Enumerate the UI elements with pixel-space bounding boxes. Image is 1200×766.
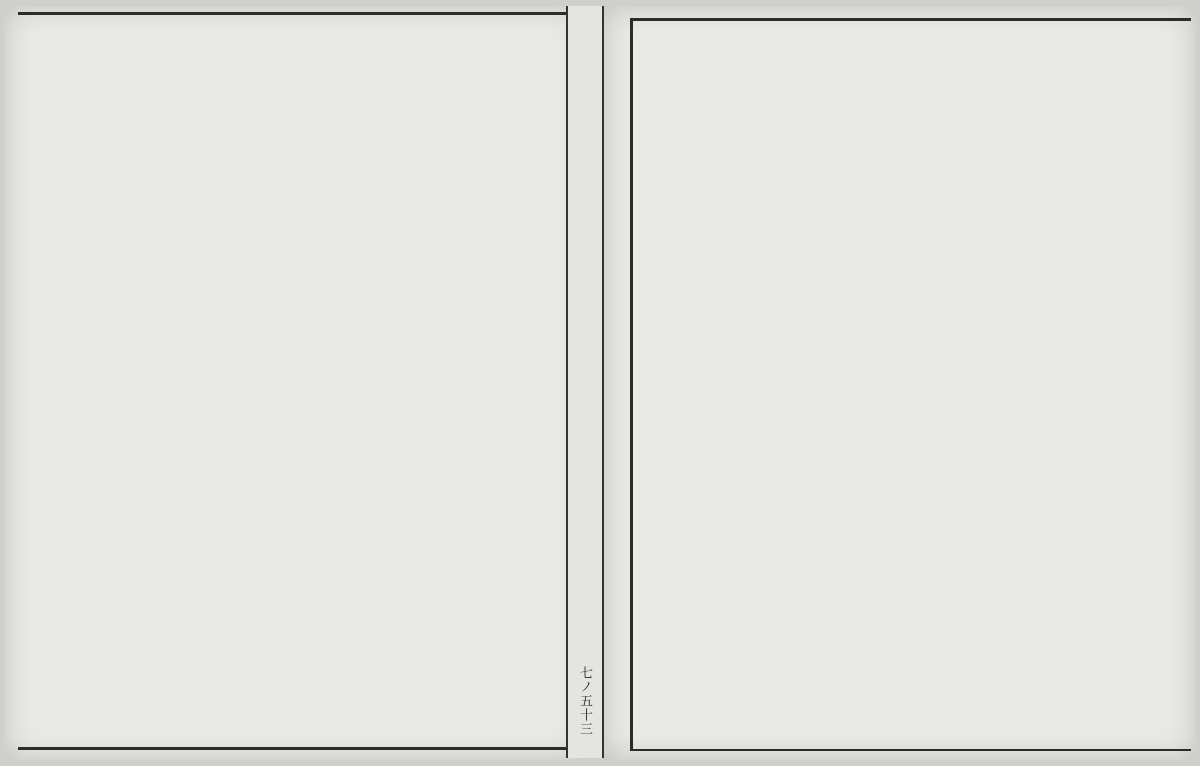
page-fold [566, 6, 604, 758]
left-page [4, 6, 584, 760]
left-page-frame [18, 12, 569, 750]
page-number: 七ノ五十三 [577, 666, 592, 736]
right-page [604, 6, 1196, 760]
right-page-frame [630, 18, 1191, 751]
